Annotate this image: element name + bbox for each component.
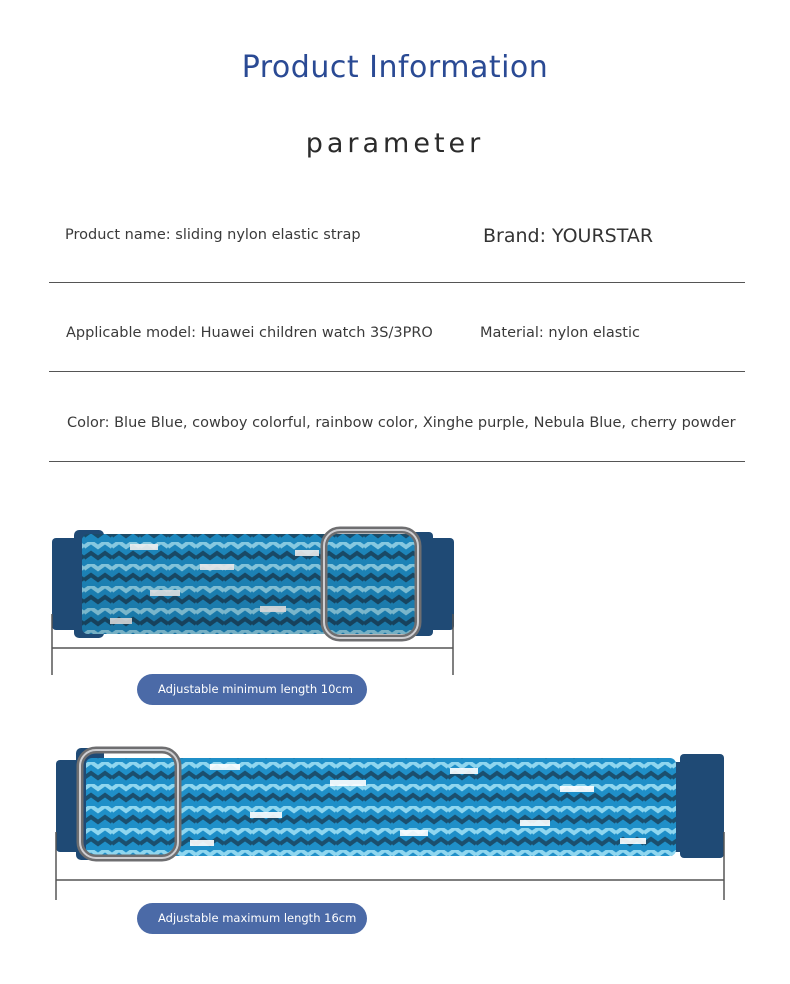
divider (49, 371, 745, 372)
section-subtitle: parameter (305, 128, 485, 159)
divider (49, 461, 745, 462)
spec-brand: Brand: YOURSTAR (483, 225, 654, 247)
spec-applicable-model: Applicable model: Huawei children watch 3S/3PRO (66, 325, 433, 341)
divider (49, 282, 745, 283)
min-length-label: Adjustable minimum length 10cm (137, 674, 367, 705)
page-title: Product Information (241, 50, 549, 85)
strap-max-image (0, 740, 740, 905)
spec-material: Material: nylon elastic (480, 325, 640, 341)
max-length-label: Adjustable maximum length 16cm (137, 903, 367, 934)
spec-product-name: Product name: sliding nylon elastic strap (65, 227, 361, 243)
spec-color: Color: Blue Blue, cowboy colorful, rainbow color, Xinghe purple, Nebula Blue, cherry powder (67, 415, 736, 431)
strap-min-image (0, 520, 470, 690)
